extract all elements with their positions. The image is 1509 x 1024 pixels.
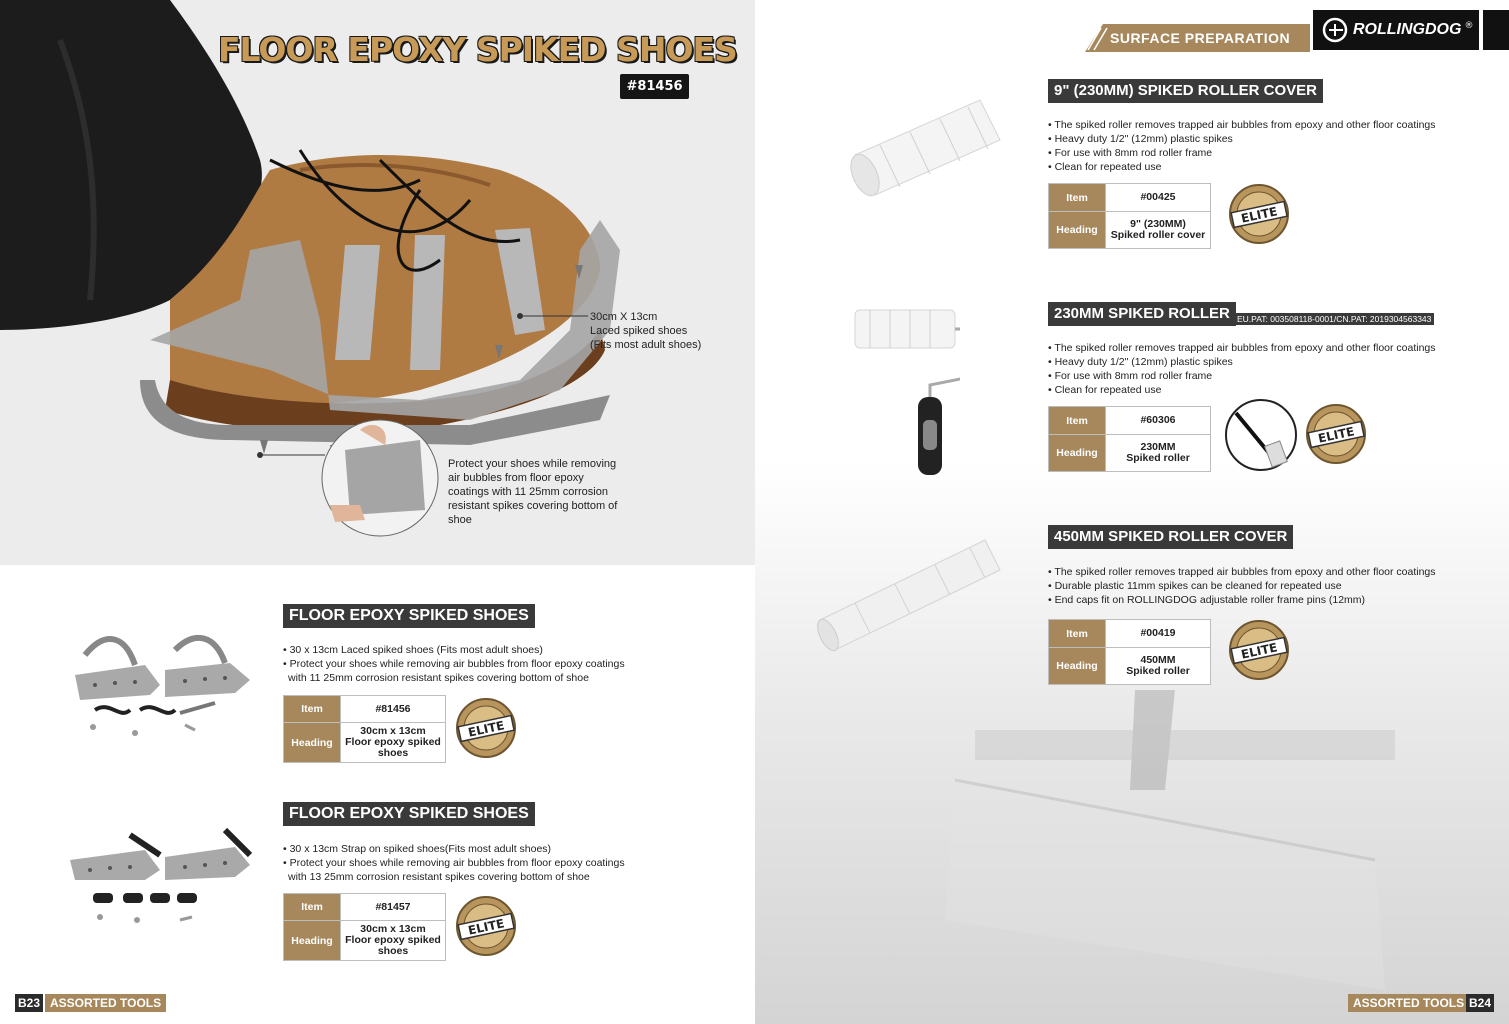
spiked-roller-230mm-image [850,305,960,480]
product-81456-spec-table [283,695,446,763]
callout-protect [448,457,617,527]
bullet-item: with 11 25mm corrosion resistant spikes covering bottom of shoe [288,672,589,684]
svg-text:ELITE: ELITE [1316,424,1356,446]
bullet-item: • The spiked roller removes trapped air bubbles from epoxy and other floor coatings [1048,342,1436,354]
rollingdog-logo-icon [1321,16,1349,44]
callout-size-line: (Fits most adult shoes) [590,339,702,351]
roller-frame-detail-icon [1224,398,1298,472]
product-81457-spec-table [283,893,446,961]
heading-label: Heading [1049,648,1106,685]
product-00419-heading: 450MM SPIKED ROLLER COVER [1048,525,1293,549]
item-label: Item [284,894,341,921]
bullet-item: • Heavy duty 1/2" (12mm) plastic spikes [1048,356,1233,368]
bullet-item: • For use with 8mm rod roller frame [1048,370,1213,382]
heading-value: 450MM Spiked roller [1106,648,1211,685]
bullet-item: • 30 x 13cm Laced spiked shoes (Fits most adult shoes) [283,644,543,656]
registered-mark: ® [1464,21,1474,31]
bullet-item: • The spiked roller removes trapped air bubbles from epoxy and other floor coatings [1048,119,1436,131]
callout-protect-line: resistant spikes covering bottom of [448,500,618,512]
item-value: #00419 [1106,620,1211,648]
spiked-roller-cover-9in-image [840,95,1010,205]
spiked-roller-cover-450mm-image [815,535,1005,660]
heading-value: 9" (230MM) Spiked roller cover [1106,212,1211,249]
callout-size-line: Laced spiked shoes [590,325,688,337]
page-number-left: B23 [15,994,43,1012]
heading-label: Heading [1049,212,1106,249]
callout-protect-line: air bubbles from floor epoxy [448,472,584,484]
section-tag-left: ASSORTED TOOLS [45,994,166,1012]
product-00425-heading: 9" (230MM) SPIKED ROLLER COVER [1048,79,1323,103]
product-81457-heading: FLOOR EPOXY SPIKED SHOES [283,802,535,826]
svg-text:ELITE: ELITE [1239,640,1279,662]
brand-logo [1313,10,1479,50]
callout-size-line: 30cm X 13cm [590,311,658,323]
product-00419-spec-table [1048,619,1211,685]
item-label: Item [1049,407,1106,435]
callout-size [590,310,701,352]
bullet-item: with 13 25mm corrosion resistant spikes covering bottom of shoe [288,871,590,883]
background-roller-photo [935,690,1435,1024]
category-label: SURFACE PREPARATION [1110,30,1291,46]
heading-value: 30cm x 13cm Floor epoxy spiked shoes [341,921,446,961]
bullet-item: • 30 x 13cm Strap on spiked shoes(Fits most adult shoes) [283,843,552,855]
bullet-item: • The spiked roller removes trapped air bubbles from epoxy and other floor coatings [1048,566,1436,578]
product-81457-bullets [283,842,625,884]
laced-spiked-shoes-image [65,625,265,740]
item-label: Item [1049,184,1106,212]
product-81456-heading: FLOOR EPOXY SPIKED SHOES [283,604,535,628]
product-60306-bullets [1048,341,1436,397]
elite-performance-seal-icon [1228,619,1290,681]
product-00425-bullets [1048,118,1436,174]
item-value: #00425 [1106,184,1211,212]
heading-label: Heading [1049,435,1106,472]
bullet-item: • Clean for repeated use [1048,161,1162,173]
elite-performance-seal-icon [455,895,517,957]
heading-label: Heading [284,723,341,763]
product-81456-bullets [283,643,625,685]
elite-performance-seal-icon [1305,403,1367,465]
callout-protect-line: coatings with 11 25mm corrosion [448,486,608,498]
header-edge-bar [1483,10,1509,50]
brand-name: ROLLINGDOG [1353,21,1462,38]
product-60306-spec-table [1048,406,1211,472]
bullet-item: • Clean for repeated use [1048,384,1162,396]
heading-label: Heading [284,921,341,961]
callout-protect-line: Protect your shoes while removing [448,458,617,470]
bullet-item: • Protect your shoes while removing air bubbles from floor epoxy coatings [283,658,625,670]
svg-text:ELITE: ELITE [1239,204,1279,226]
bullet-item: • For use with 8mm rod roller frame [1048,147,1213,159]
hero-item-badge: #81456 [620,74,689,99]
bullet-item: • Durable plastic 11mm spikes can be cleaned for repeated use [1048,580,1342,592]
svg-text:ELITE: ELITE [466,916,506,938]
svg-text:ELITE: ELITE [466,718,506,740]
bullet-item: • End caps fit on ROLLINGDOG adjustable roller frame pins (12mm) [1048,594,1366,606]
item-label: Item [1049,620,1106,648]
elite-performance-seal-icon [455,697,517,759]
hero-title: FLOOR EPOXY SPIKED SHOES [218,30,737,69]
section-tag-right: ASSORTED TOOLS [1348,994,1469,1012]
page-number-right: B24 [1466,994,1494,1012]
item-value: #81457 [341,894,446,921]
callout-protect-line: shoe [448,514,472,526]
product-00419-bullets [1048,565,1436,607]
item-value: #81456 [341,696,446,723]
bullet-item: • Protect your shoes while removing air bubbles from floor epoxy coatings [283,857,625,869]
item-value: #60306 [1106,407,1211,435]
heading-value: 230MM Spiked roller [1106,435,1211,472]
bullet-item: • Heavy duty 1/2" (12mm) plastic spikes [1048,133,1233,145]
elite-performance-seal-icon [1228,183,1290,245]
item-label: Item [284,696,341,723]
strap-spiked-shoes-image [65,825,265,930]
patent-label: EU.PAT: 003508118-0001/CN.PAT: 2019304563343 [1234,313,1434,325]
product-00425-spec-table [1048,183,1211,249]
heading-value: 30cm x 13cm Floor epoxy spiked shoes [341,723,446,763]
product-60306-heading: 230MM SPIKED ROLLER [1048,302,1236,326]
